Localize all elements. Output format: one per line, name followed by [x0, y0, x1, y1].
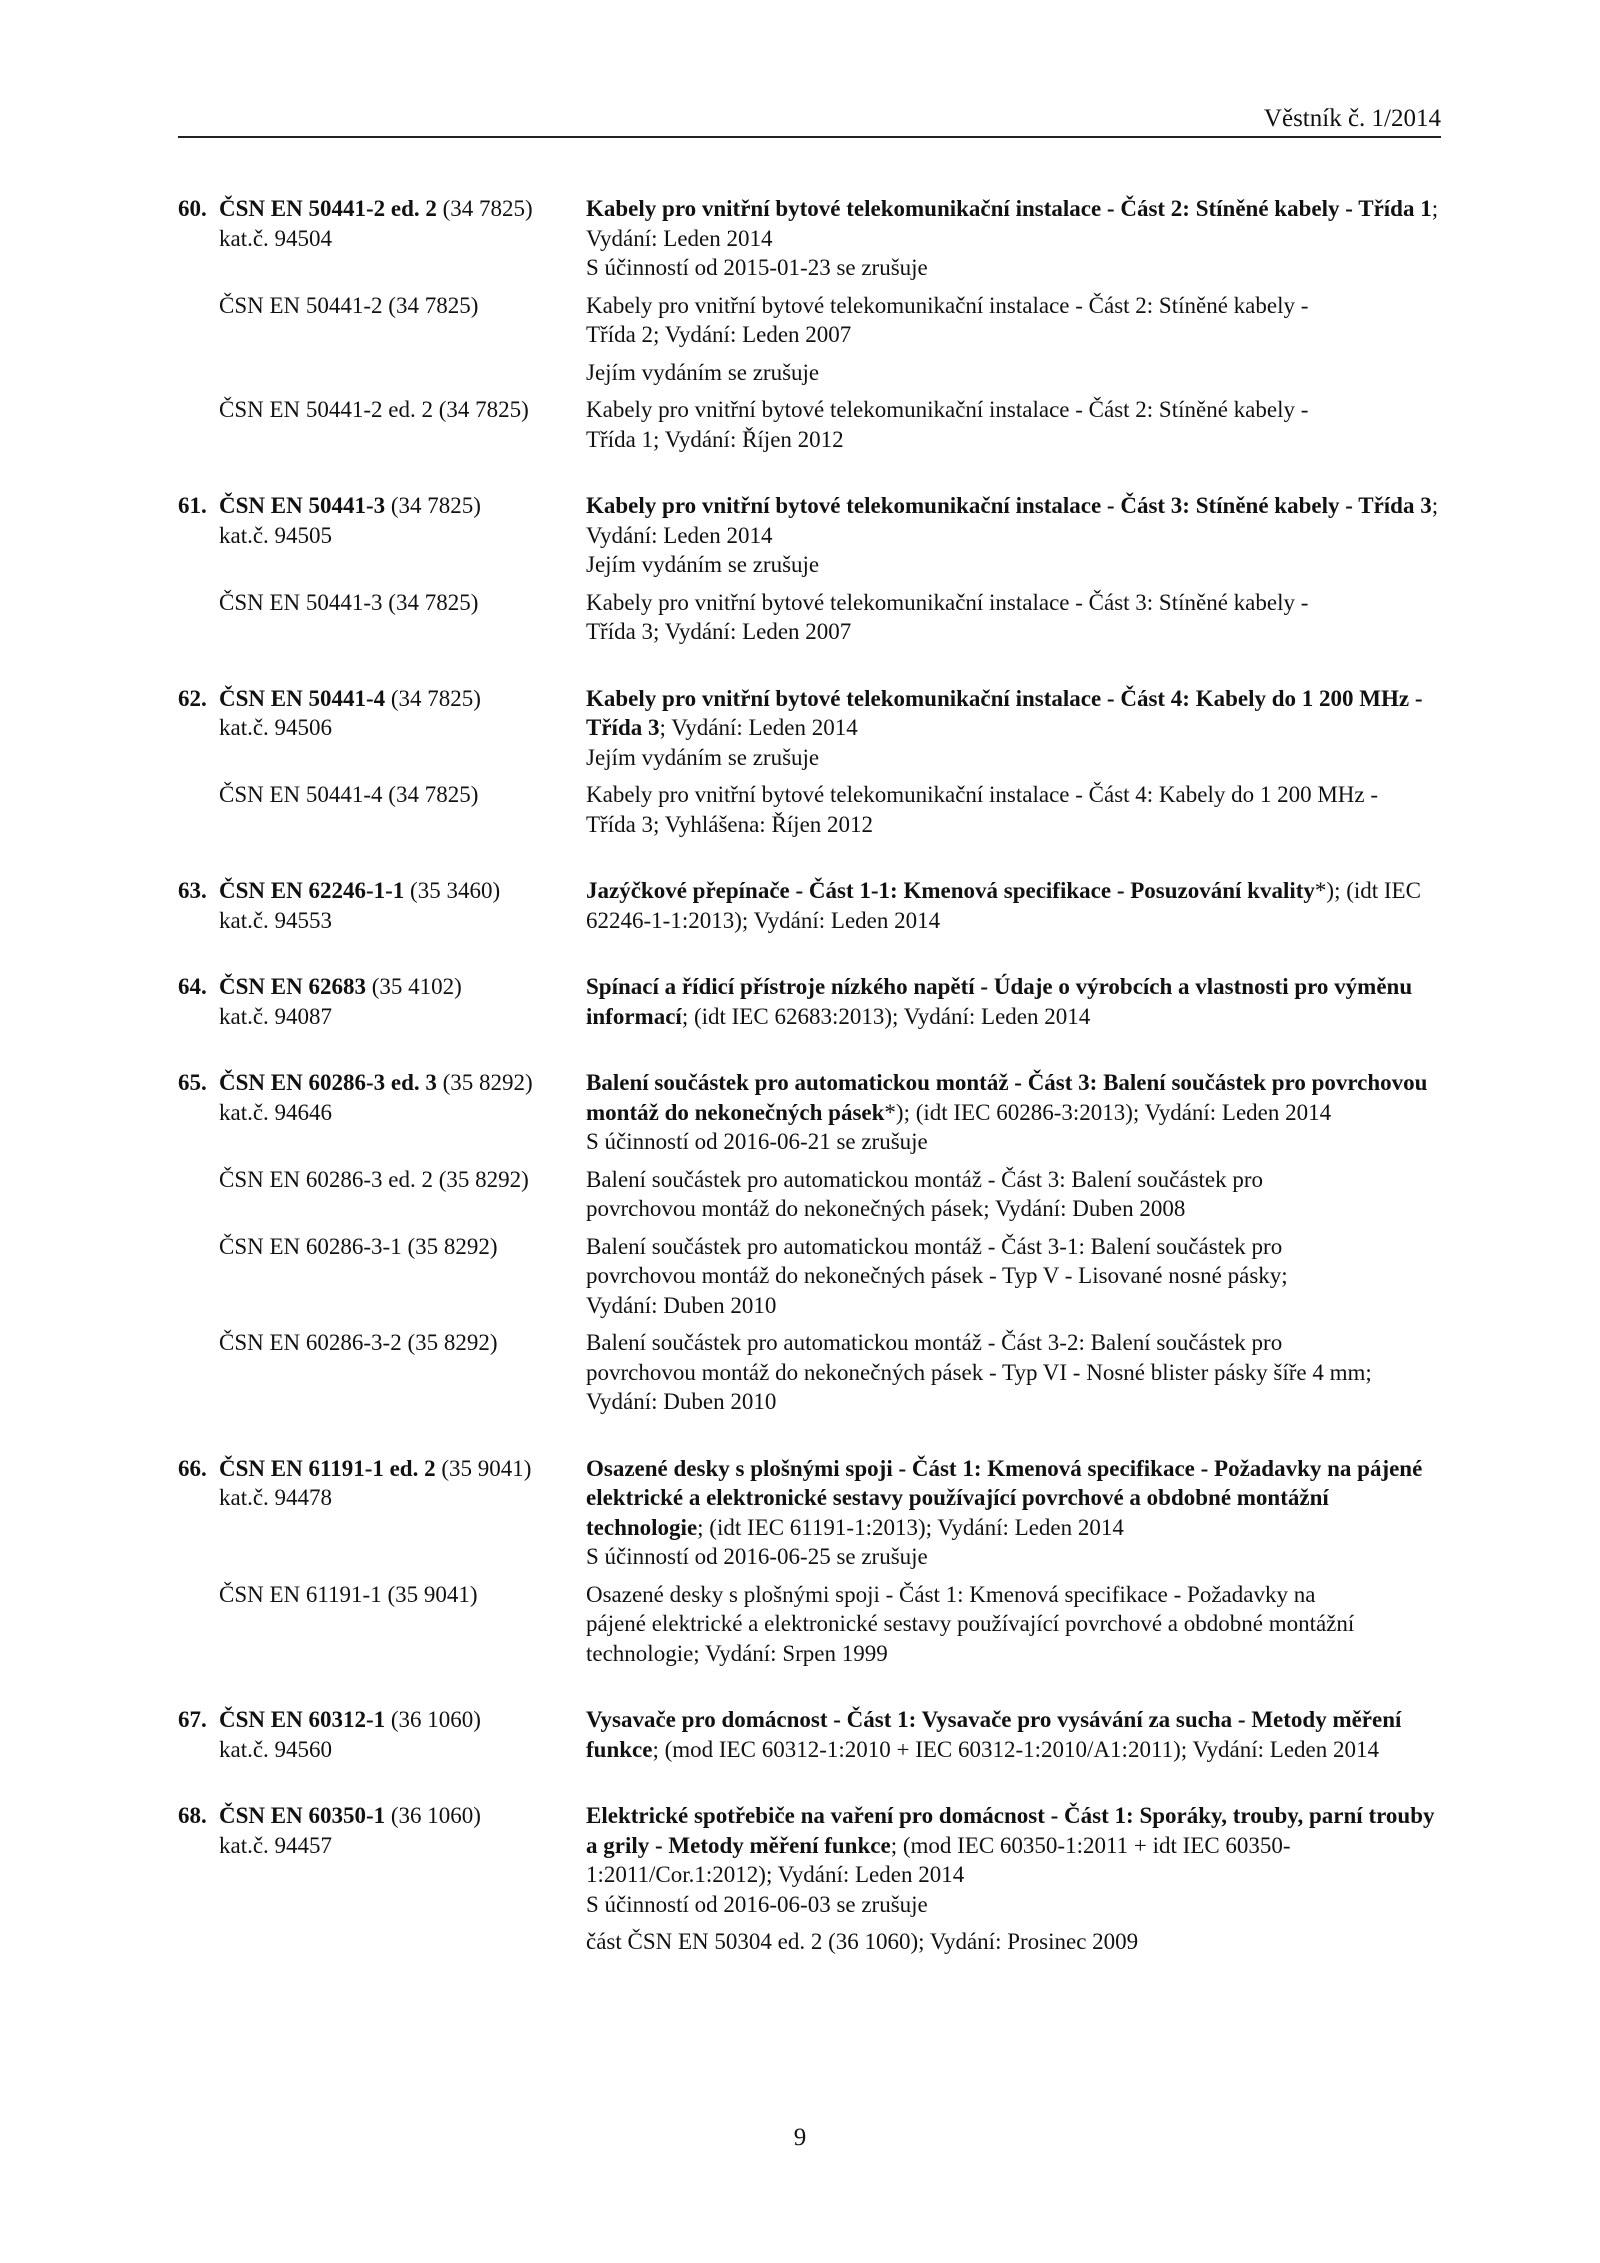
- entry-title-column: [586, 1454, 1443, 1572]
- page-header: [178, 104, 1441, 138]
- entry-number: 66.: [178, 1455, 207, 1481]
- standard-class-number: (35 3460): [404, 878, 501, 903]
- related-standard-row: [178, 780, 1443, 839]
- entry-title-column: [586, 684, 1443, 773]
- entry-code-line: [178, 1801, 586, 1831]
- entry-note: Jejím vydáním se zrušuje: [586, 744, 820, 770]
- related-title-column: [586, 1232, 1443, 1321]
- standard-title-bold: Jazýčkové přepínače - Část 1-1: Kmenová specifikace - Posuzování kvality: [586, 878, 1315, 903]
- entry-number: 61.: [178, 493, 207, 518]
- entry-code-line: [178, 491, 586, 521]
- related-title-column: [586, 588, 1443, 647]
- standard-class-number: (36 1060): [385, 1803, 481, 1828]
- standard-title-bold: Kabely pro vnitřní bytové telekomunikační instalace - Část 4: Kabely do 1 200 MHz - Třída 3: [586, 685, 1423, 740]
- entry-code-column: [178, 1705, 586, 1764]
- related-code-column: [178, 1927, 586, 1957]
- entry-main-row: [178, 1705, 1443, 1764]
- standard-title-bold: Spínací a řídicí přístroje nízkého napětí - Údaje o výrobcích a vlastnosti pro výměnu informací: [586, 974, 1413, 1029]
- standard-class-number: (35 9041): [435, 1455, 532, 1481]
- entry-note: S účinností od 2016-06-25 se zrušuje: [586, 1544, 928, 1569]
- entry-code-line: [178, 684, 586, 714]
- catalog-number: kat.č. 94457: [219, 1832, 333, 1858]
- standard-code: ČSN EN 62246-1-1: [219, 878, 405, 903]
- related-standard-title-line: Kabely pro vnitřní bytové telekomunikační instalace - Část 2: Stíněné kabely -: [586, 292, 1309, 318]
- related-standard-code: ČSN EN 50441-2 (34 7825): [219, 292, 479, 318]
- catalog-number: kat.č. 94478: [219, 1485, 333, 1510]
- related-standard-title-line: Kabely pro vnitřní bytové telekomunikační instalace - Část 4: Kabely do 1 200 MHz -: [586, 782, 1379, 807]
- related-standard-title-line: povrchovou montáž do nekonečných pásek; Vydání: Duben 2008: [586, 1196, 1186, 1221]
- related-standard-row: [178, 588, 1443, 647]
- entry-code-column: [178, 491, 586, 580]
- standard-title-details: ; Vydání: Leden 2014: [659, 715, 858, 740]
- entry-main-row: [178, 684, 1443, 773]
- entry-code-column: [178, 194, 586, 283]
- standard-title: [586, 194, 1443, 253]
- standard-title: [586, 876, 1443, 935]
- related-title-column: [586, 1165, 1443, 1224]
- related-standard-title-line: Vydání: Duben 2010: [586, 1292, 777, 1318]
- related-standard-code: ČSN EN 50441-4 (34 7825): [219, 782, 479, 807]
- related-standard-title-line: Vydání: Duben 2010: [586, 1389, 777, 1414]
- standard-class-number: (34 7825): [436, 196, 533, 221]
- entry-number: 67.: [178, 1707, 207, 1732]
- catalog-number: kat.č. 94505: [219, 522, 333, 548]
- standard-title-details: ; Vydání: Leden 2014: [586, 493, 1439, 548]
- catalog-number: kat.č. 94553: [219, 907, 333, 933]
- related-standard-title-line: Třída 3; Vydání: Leden 2007: [586, 619, 852, 644]
- standard-title: [586, 1068, 1443, 1127]
- standard-code: ČSN EN 60312-1: [219, 1707, 386, 1732]
- entry-code-column: [178, 684, 586, 773]
- entry-main-row: [178, 1454, 1443, 1572]
- standards-list: [178, 194, 1443, 1994]
- related-standard-row: [178, 1232, 1443, 1321]
- standard-title-bold: Osazené desky s plošnými spoji - Část 1: Kmenová specifikace - Požadavky na pájené elektrické a elektronické sestavy používající povrchové a obdobné montážní technologie: [586, 1455, 1423, 1540]
- standard-class-number: (36 1060): [385, 1707, 481, 1732]
- entry-main-row: [178, 194, 1443, 283]
- related-standard-row: [178, 1328, 1443, 1417]
- standard-entry: [178, 194, 1443, 454]
- related-standard-code: ČSN EN 50441-3 (34 7825): [219, 589, 479, 615]
- standard-title-bold: Balení součástek pro automatickou montáž - Část 3: Balení součástek pro povrchovou montáž do nekonečných pásek: [586, 1070, 1428, 1125]
- entry-note: S účinností od 2016-06-21 se zrušuje: [586, 1129, 928, 1154]
- header-title: Věstník č. 1/2014: [1263, 105, 1441, 132]
- page-number: 9: [793, 2124, 807, 2151]
- related-standard-title-line: povrchovou montáž do nekonečných pásek - Typ V - Lisované nosné pásky;: [586, 1263, 1288, 1288]
- entry-title-column: [586, 194, 1443, 283]
- standard-entry: [178, 1454, 1443, 1669]
- entry-title-column: [586, 1705, 1443, 1764]
- standard-entry: [178, 491, 1443, 647]
- entry-title-column: [586, 491, 1443, 580]
- entry-code-column: [178, 1801, 586, 1919]
- related-title-column: [586, 291, 1443, 388]
- standard-title-details: ; (idt IEC 61191-1:2013); Vydání: Leden 2014: [697, 1514, 1124, 1540]
- related-standard-row: [178, 291, 1443, 388]
- standard-title-bold: Kabely pro vnitřní bytové telekomunikační instalace - Část 3: Stíněné kabely - Třída 3: [586, 493, 1432, 518]
- related-standard-title-line: Třída 3; Vyhlášena: Říjen 2012: [586, 811, 874, 837]
- entry-number: 62.: [178, 685, 207, 711]
- related-code-column: [178, 1232, 586, 1321]
- related-code-column: [178, 1580, 586, 1669]
- related-code-column: [178, 291, 586, 388]
- standard-code: ČSN EN 61191-1 ed. 2: [219, 1455, 436, 1481]
- entry-number: 63.: [178, 878, 207, 903]
- standard-code: ČSN EN 60286-3 ed. 3: [219, 1070, 437, 1095]
- related-code-column: [178, 395, 586, 454]
- related-standard-note: Jejím vydáním se zrušuje: [586, 359, 820, 385]
- related-standard-code: ČSN EN 60286-3-1 (35 8292): [219, 1233, 498, 1259]
- entry-main-row: [178, 1068, 1443, 1157]
- standard-code: ČSN EN 60350-1: [219, 1803, 386, 1828]
- entry-code-line: [178, 1068, 586, 1098]
- standard-entry: [178, 876, 1443, 935]
- related-standard-title-line: Balení součástek pro automatickou montáž - Část 3-2: Balení součástek pro: [586, 1330, 1283, 1355]
- standard-entry: [178, 972, 1443, 1031]
- entry-main-row: [178, 876, 1443, 935]
- entry-note: S účinností od 2016-06-03 se zrušuje: [586, 1891, 928, 1917]
- entry-number: 68.: [178, 1803, 207, 1828]
- standard-title: [586, 1454, 1443, 1543]
- entry-title-column: [586, 1801, 1443, 1919]
- standard-code: ČSN EN 62683: [219, 974, 366, 999]
- standard-title: [586, 972, 1443, 1031]
- standard-title-details: *); (idt IEC 62246-1-1:2013); Vydání: Leden 2014: [586, 878, 1421, 933]
- related-title-column: [586, 1927, 1443, 1957]
- related-standard-title-line: technologie; Vydání: Srpen 1999: [586, 1640, 888, 1666]
- standard-class-number: (35 8292): [436, 1070, 533, 1095]
- entry-code-line: [178, 876, 586, 906]
- entry-note: Jejím vydáním se zrušuje: [586, 552, 820, 577]
- standard-class-number: (35 4102): [365, 974, 462, 999]
- entry-code-column: [178, 972, 586, 1031]
- entry-main-row: [178, 1801, 1443, 1919]
- related-standard-code: ČSN EN 60286-3 ed. 2 (35 8292): [219, 1166, 529, 1192]
- standard-title-details: ; (mod IEC 60312-1:2010 + IEC 60312-1:2010/A1:2011); Vydání: Leden 2014: [652, 1736, 1379, 1762]
- catalog-number: kat.č. 94504: [219, 225, 333, 251]
- related-standard-row: [178, 1165, 1443, 1224]
- standard-title-details: ; (idt IEC 62683:2013); Vydání: Leden 2014: [681, 1003, 1091, 1029]
- related-standard-code: ČSN EN 60286-3-2 (35 8292): [219, 1330, 498, 1355]
- related-standard-title-line: Třída 2; Vydání: Leden 2007: [586, 322, 852, 347]
- entry-code-line: [178, 972, 586, 1002]
- entry-main-row: [178, 491, 1443, 580]
- related-standard-code: ČSN EN 61191-1 (35 9041): [219, 1581, 478, 1607]
- related-code-column: [178, 780, 586, 839]
- related-standard-title-line: Balení součástek pro automatickou montáž - Část 3-1: Balení součástek pro: [586, 1233, 1283, 1259]
- entry-code-column: [178, 1068, 586, 1157]
- related-title-column: [586, 780, 1443, 839]
- related-standard-row: [178, 1580, 1443, 1669]
- standard-class-number: (34 7825): [385, 493, 481, 518]
- related-code-column: [178, 588, 586, 647]
- related-standard-code: ČSN EN 50441-2 ed. 2 (34 7825): [219, 397, 529, 422]
- standard-title: [586, 491, 1443, 550]
- catalog-number: kat.č. 94646: [219, 1099, 333, 1125]
- entry-note: S účinností od 2015-01-23 se zrušuje: [586, 255, 928, 280]
- related-standard-row: [178, 395, 1443, 454]
- entry-title-column: [586, 1068, 1443, 1157]
- standard-title-bold: Elektrické spotřebiče na vaření pro domácnost - Část 1: Sporáky, trouby, parní trouby a grily - Metody měření funkce: [586, 1803, 1435, 1858]
- related-standard-title-line: Osazené desky s plošnými spoji - Část 1: Kmenová specifikace - Požadavky na: [586, 1581, 1316, 1607]
- standard-title: [586, 1801, 1443, 1890]
- entry-code-line: [178, 1705, 586, 1735]
- entry-code-line: [178, 1454, 586, 1484]
- standard-title-bold: Vysavače pro domácnost - Část 1: Vysavače pro vysávání za sucha - Metody měření funkce: [586, 1707, 1402, 1762]
- entry-title-column: [586, 972, 1443, 1031]
- standard-entry: [178, 1705, 1443, 1764]
- related-title-column: [586, 1580, 1443, 1669]
- standard-code: ČSN EN 50441-2 ed. 2: [219, 196, 437, 221]
- standard-title: [586, 684, 1443, 743]
- standard-code: ČSN EN 50441-3: [219, 493, 386, 518]
- entry-code-column: [178, 876, 586, 935]
- entry-main-row: [178, 972, 1443, 1031]
- standard-title-details: *); (idt IEC 60286-3:2013); Vydání: Leden 2014: [884, 1099, 1332, 1125]
- related-standard-row: [178, 1927, 1443, 1957]
- related-standard-title-line: část ČSN EN 50304 ed. 2 (36 1060); Vydání: Prosinec 2009: [586, 1929, 1139, 1954]
- related-code-column: [178, 1328, 586, 1417]
- entry-number: 65.: [178, 1070, 207, 1095]
- related-standard-title-line: Třída 1; Vydání: Říjen 2012: [586, 426, 844, 452]
- entry-code-column: [178, 1454, 586, 1572]
- catalog-number: kat.č. 94087: [219, 1003, 333, 1029]
- related-title-column: [586, 1328, 1443, 1417]
- standard-class-number: (34 7825): [385, 685, 481, 711]
- entry-number: 60.: [178, 196, 207, 221]
- related-standard-title-line: pájené elektrické a elektronické sestavy používající povrchové a obdobné montážní: [586, 1611, 1355, 1636]
- related-standard-title-line: Balení součástek pro automatickou montáž - Část 3: Balení součástek pro: [586, 1166, 1264, 1192]
- entry-code-line: [178, 194, 586, 224]
- related-standard-title-line: Kabely pro vnitřní bytové telekomunikační instalace - Část 2: Stíněné kabely -: [586, 397, 1309, 422]
- standard-title: [586, 1705, 1443, 1764]
- entry-title-column: [586, 876, 1443, 935]
- related-standard-title-line: Kabely pro vnitřní bytové telekomunikační instalace - Část 3: Stíněné kabely -: [586, 589, 1309, 615]
- standard-title-bold: Kabely pro vnitřní bytové telekomunikační instalace - Část 2: Stíněné kabely - Třída 1: [586, 196, 1432, 221]
- standard-code: ČSN EN 50441-4: [219, 685, 386, 711]
- related-code-column: [178, 1165, 586, 1224]
- catalog-number: kat.č. 94506: [219, 715, 333, 740]
- related-title-column: [586, 395, 1443, 454]
- standard-title-details: ; (mod IEC 60350-1:2011 + idt IEC 60350-1:2011/Cor.1:2012); Vydání: Leden 2014: [586, 1832, 1291, 1887]
- standard-entry: [178, 1801, 1443, 1957]
- related-standard-title-line: povrchovou montáž do nekonečných pásek - Typ VI - Nosné blister pásky šíře 4 mm;: [586, 1359, 1372, 1385]
- catalog-number: kat.č. 94560: [219, 1736, 333, 1762]
- standard-entry: [178, 1068, 1443, 1417]
- standard-entry: [178, 684, 1443, 840]
- entry-number: 64.: [178, 974, 207, 999]
- standard-title-details: ; Vydání: Leden 2014: [586, 196, 1439, 251]
